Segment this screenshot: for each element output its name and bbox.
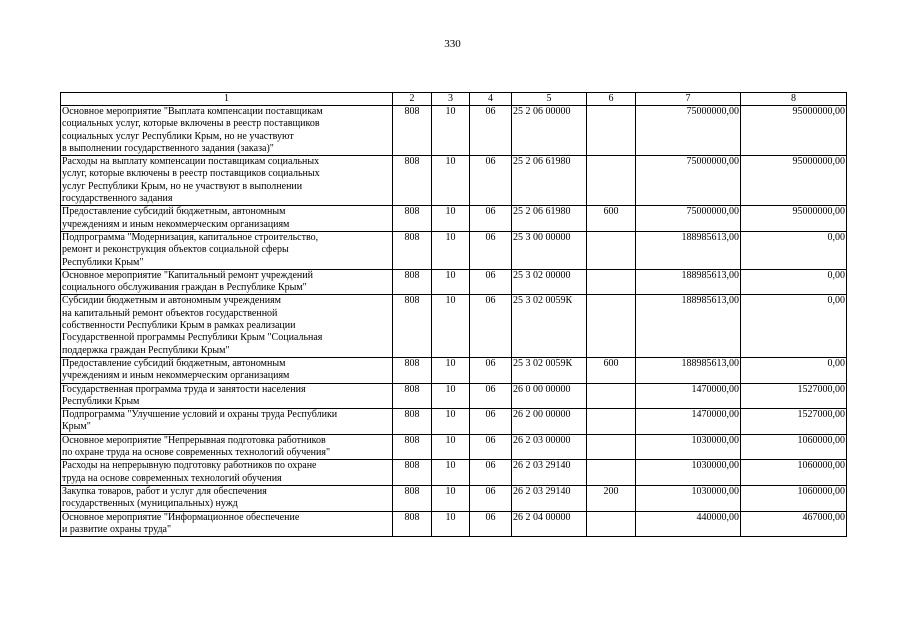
expense-type-cell	[587, 231, 636, 269]
expense-type-cell	[587, 269, 636, 295]
table-row	[61, 434, 847, 460]
code-cell: 808	[393, 156, 432, 206]
amount-cell: 1470000,00	[636, 409, 741, 435]
amount-cell: 0,00	[741, 269, 847, 295]
section-cell: 10	[432, 269, 470, 295]
expense-type-cell	[587, 295, 636, 357]
table-row	[61, 231, 847, 269]
subsection-cell: 06	[470, 106, 512, 156]
table-header-row	[61, 93, 847, 106]
code-cell: 808	[393, 106, 432, 156]
expense-type-cell	[587, 511, 636, 537]
amount-cell: 1527000,00	[741, 383, 847, 409]
page-number: 330	[444, 38, 461, 50]
subsection-cell: 06	[470, 295, 512, 357]
section-cell: 10	[432, 511, 470, 537]
code-cell: 808	[393, 511, 432, 537]
amount-cell: 75000000,00	[636, 156, 741, 206]
row-name-cell: Основное мероприятие "Непрерывная подготовка работников по охране труда на основе современных технологий обучения"	[61, 434, 393, 460]
amount-cell: 1060000,00	[741, 460, 847, 486]
column-header: 2	[393, 93, 432, 106]
section-cell: 10	[432, 106, 470, 156]
column-header: 4	[470, 93, 512, 106]
code-cell: 808	[393, 295, 432, 357]
code-cell: 808	[393, 383, 432, 409]
code-cell: 808	[393, 357, 432, 383]
table-row	[61, 156, 847, 206]
row-name-cell: Подпрограмма "Улучшение условий и охраны труда Республики Крым"	[61, 409, 393, 435]
code-cell: 808	[393, 206, 432, 232]
target-article-cell: 26 0 00 00000	[512, 383, 587, 409]
amount-cell: 1060000,00	[741, 485, 847, 511]
expense-type-cell	[587, 156, 636, 206]
code-cell: 808	[393, 460, 432, 486]
subsection-cell: 06	[470, 357, 512, 383]
table-row	[61, 357, 847, 383]
amount-cell: 95000000,00	[741, 156, 847, 206]
expense-type-cell	[587, 409, 636, 435]
amount-cell: 75000000,00	[636, 206, 741, 232]
target-article-cell: 25 3 02 0059К	[512, 295, 587, 357]
amount-cell: 0,00	[741, 231, 847, 269]
section-cell: 10	[432, 156, 470, 206]
target-article-cell: 25 2 06 61980	[512, 156, 587, 206]
row-name-cell: Основное мероприятие "Информационное обеспечение и развитие охраны труда"	[61, 511, 393, 537]
row-name-cell: Предоставление субсидий бюджетным, автономным учреждениям и иным некоммерческим организациям	[61, 357, 393, 383]
column-header: 1	[61, 93, 393, 106]
subsection-cell: 06	[470, 269, 512, 295]
table-row	[61, 106, 847, 156]
section-cell: 10	[432, 460, 470, 486]
code-cell: 808	[393, 269, 432, 295]
target-article-cell: 25 2 06 00000	[512, 106, 587, 156]
target-article-cell: 26 2 04 00000	[512, 511, 587, 537]
subsection-cell: 06	[470, 231, 512, 269]
subsection-cell: 06	[470, 409, 512, 435]
amount-cell: 95000000,00	[741, 106, 847, 156]
amount-cell: 188985613,00	[636, 269, 741, 295]
table-row	[61, 295, 847, 357]
expense-type-cell: 200	[587, 485, 636, 511]
amount-cell: 0,00	[741, 357, 847, 383]
target-article-cell: 25 3 00 00000	[512, 231, 587, 269]
column-header: 5	[512, 93, 587, 106]
expense-type-cell	[587, 434, 636, 460]
expense-type-cell: 600	[587, 206, 636, 232]
row-name-cell: Государственная программа труда и занятости населения Республики Крым	[61, 383, 393, 409]
target-article-cell: 25 3 02 0059К	[512, 357, 587, 383]
expense-type-cell	[587, 106, 636, 156]
section-cell: 10	[432, 409, 470, 435]
amount-cell: 1030000,00	[636, 460, 741, 486]
amount-cell: 1030000,00	[636, 434, 741, 460]
row-name-cell: Расходы на непрерывную подготовку работников по охране труда на основе современных технологий обучения	[61, 460, 393, 486]
budget-table	[60, 92, 847, 537]
amount-cell: 75000000,00	[636, 106, 741, 156]
code-cell: 808	[393, 434, 432, 460]
expense-type-cell	[587, 383, 636, 409]
code-cell: 808	[393, 409, 432, 435]
amount-cell: 1470000,00	[636, 383, 741, 409]
row-name-cell: Подпрограмма "Модернизация, капитальное строительство, ремонт и реконструкция объектов социальной сферы Республики Крым"	[61, 231, 393, 269]
section-cell: 10	[432, 206, 470, 232]
subsection-cell: 06	[470, 511, 512, 537]
row-name-cell: Расходы на выплату компенсации поставщикам социальных услуг, которые включены в реестр поставщиков социальных услуг Республики Крым, но не участвуют в выполнении государственного задания	[61, 156, 393, 206]
table-row	[61, 206, 847, 232]
row-name-cell: Основное мероприятие "Выплата компенсации поставщикам социальных услуг, которые включены в реестр поставщиков социальных услуг Республики Крым, но не участвуют в выполнении государственного задания (заказа)"	[61, 106, 393, 156]
amount-cell: 440000,00	[636, 511, 741, 537]
section-cell: 10	[432, 231, 470, 269]
table-row	[61, 409, 847, 435]
table-row	[61, 460, 847, 486]
amount-cell: 188985613,00	[636, 357, 741, 383]
row-name-cell: Закупка товаров, работ и услуг для обеспечения государственных (муниципальных) нужд	[61, 485, 393, 511]
subsection-cell: 06	[470, 434, 512, 460]
row-name-cell: Предоставление субсидий бюджетным, автономным учреждениям и иным некоммерческим организациям	[61, 206, 393, 232]
target-article-cell: 26 2 03 29140	[512, 485, 587, 511]
code-cell: 808	[393, 231, 432, 269]
column-header: 7	[636, 93, 741, 106]
row-name-cell: Субсидии бюджетным и автономным учреждениям на капитальный ремонт объектов государственной собственности Республики Крым в рамках реализации Государственной программы Республики Крым "Социальная поддержка граждан Республики Крым"	[61, 295, 393, 357]
subsection-cell: 06	[470, 383, 512, 409]
expense-type-cell: 600	[587, 357, 636, 383]
subsection-cell: 06	[470, 206, 512, 232]
amount-cell: 0,00	[741, 295, 847, 357]
section-cell: 10	[432, 357, 470, 383]
subsection-cell: 06	[470, 485, 512, 511]
section-cell: 10	[432, 434, 470, 460]
expense-type-cell	[587, 460, 636, 486]
target-article-cell: 25 2 06 61980	[512, 206, 587, 232]
target-article-cell: 26 2 03 29140	[512, 460, 587, 486]
amount-cell: 188985613,00	[636, 231, 741, 269]
target-article-cell: 26 2 03 00000	[512, 434, 587, 460]
row-name-cell: Основное мероприятие "Капитальный ремонт учреждений социального обслуживания граждан в Республике Крым"	[61, 269, 393, 295]
subsection-cell: 06	[470, 460, 512, 486]
amount-cell: 1527000,00	[741, 409, 847, 435]
target-article-cell: 26 2 00 00000	[512, 409, 587, 435]
table-row	[61, 269, 847, 295]
section-cell: 10	[432, 485, 470, 511]
target-article-cell: 25 3 02 00000	[512, 269, 587, 295]
table-row	[61, 511, 847, 537]
amount-cell: 1030000,00	[636, 485, 741, 511]
code-cell: 808	[393, 485, 432, 511]
amount-cell: 95000000,00	[741, 206, 847, 232]
section-cell: 10	[432, 383, 470, 409]
table-row	[61, 485, 847, 511]
subsection-cell: 06	[470, 156, 512, 206]
amount-cell: 467000,00	[741, 511, 847, 537]
column-header: 3	[432, 93, 470, 106]
column-header: 8	[741, 93, 847, 106]
column-header: 6	[587, 93, 636, 106]
amount-cell: 1060000,00	[741, 434, 847, 460]
section-cell: 10	[432, 295, 470, 357]
table-row	[61, 383, 847, 409]
amount-cell: 188985613,00	[636, 295, 741, 357]
